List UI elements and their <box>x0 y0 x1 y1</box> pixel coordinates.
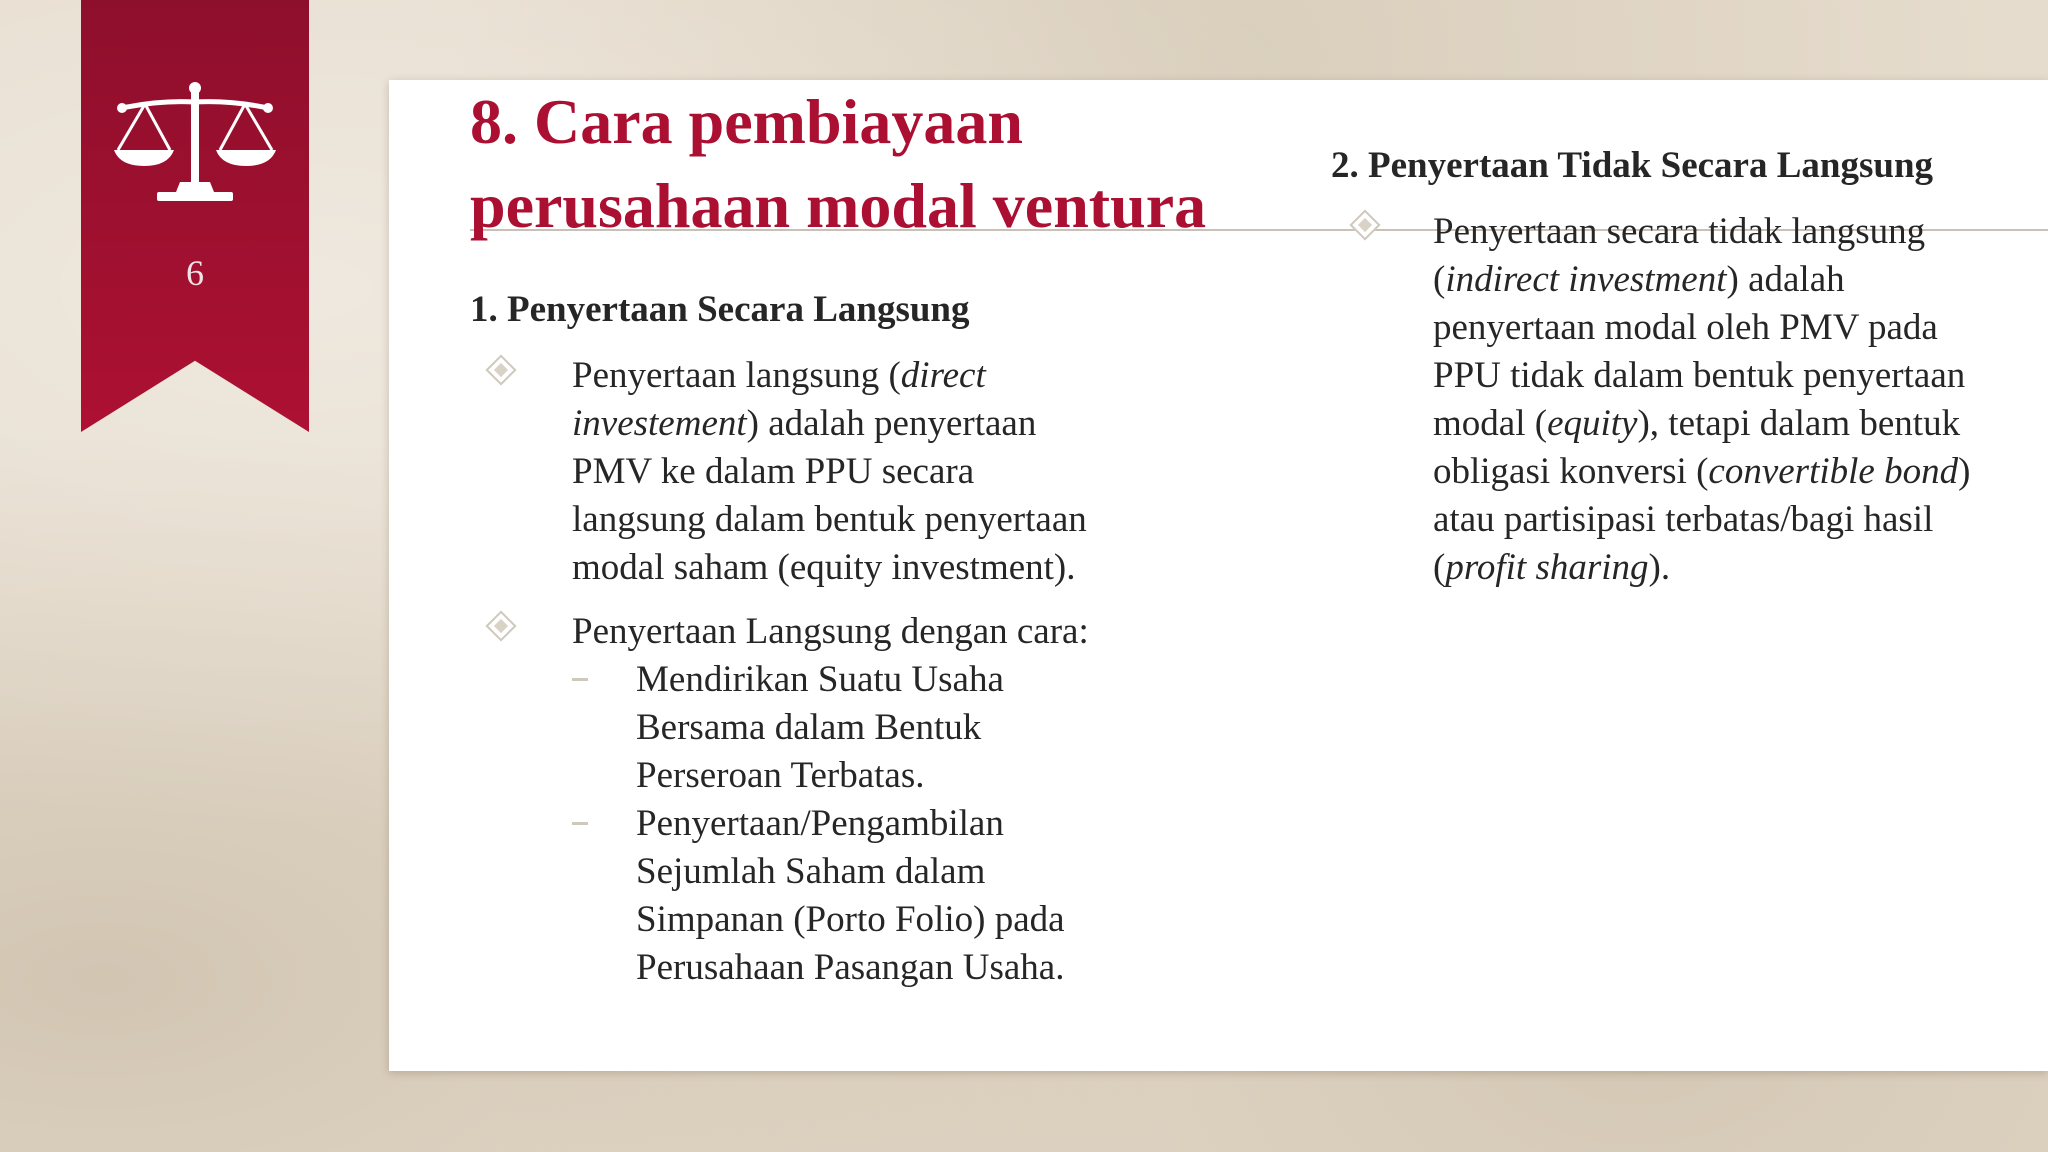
diamond-bullet-icon <box>1349 209 1380 240</box>
scales-of-justice-icon <box>110 78 280 208</box>
slide-number: 6 <box>186 253 204 293</box>
bullet-line: obligasi konversi (convertible bond) <box>1433 451 1971 492</box>
list-item <box>1354 208 2044 592</box>
left-bullet-list <box>490 352 1190 992</box>
bullet-line: investement) adalah penyertaan <box>572 403 1037 444</box>
sub-bullet-line: Mendirikan Suatu Usaha <box>636 659 1004 700</box>
dash-bullet-icon <box>572 678 588 681</box>
bullet-line: Penyertaan langsung (direct <box>572 355 986 396</box>
title-line-2: perusahaan modal ventura <box>470 170 1207 241</box>
sub-bullet-line: Simpanan (Porto Folio) pada <box>636 899 1065 940</box>
left-section-heading: 1. Penyertaan Secara Langsung <box>470 289 970 330</box>
title-line-1: 8. Cara pembiayaan <box>470 86 1023 157</box>
sub-bullet-line: Penyertaan/Pengambilan <box>636 803 1004 844</box>
sub-bullet-line: Perseroan Terbatas. <box>636 755 925 796</box>
sub-list-item <box>572 800 1190 992</box>
page-title <box>470 80 1330 248</box>
bullet-line: langsung dalam bentuk penyertaan <box>572 499 1087 540</box>
bullet-line: atau partisipasi terbatas/bagi hasil <box>1433 499 1934 540</box>
ribbon-banner <box>81 0 309 432</box>
bullet-line: modal (equity), tetapi dalam bentuk <box>1433 403 1961 444</box>
dash-bullet-icon <box>572 822 588 825</box>
sub-bullet-line: Sejumlah Saham dalam <box>636 851 986 892</box>
sub-list-item <box>572 656 1190 800</box>
right-bullet-list <box>1354 208 2044 592</box>
list-item <box>490 352 1190 592</box>
bullet-line: modal saham (equity investment). <box>572 547 1076 588</box>
sub-bullet-line: Perusahaan Pasangan Usaha. <box>636 947 1065 988</box>
bullet-line: (profit sharing). <box>1433 547 1671 588</box>
bullet-line: PPU tidak dalam bentuk penyertaan <box>1433 355 1966 396</box>
list-item <box>490 608 1190 992</box>
bullet-line: Penyertaan secara tidak langsung <box>1433 211 1926 252</box>
diamond-bullet-icon <box>485 354 516 385</box>
bullet-line: penyertaan modal oleh PMV pada <box>1433 307 1938 348</box>
bullet-line: (indirect investment) adalah <box>1433 259 1845 300</box>
sub-bullet-line: Bersama dalam Bentuk <box>636 707 982 748</box>
bullet-line: Penyertaan Langsung dengan cara: <box>572 611 1089 652</box>
right-section-heading: 2. Penyertaan Tidak Secara Langsung <box>1331 145 1934 186</box>
diamond-bullet-icon <box>485 610 516 641</box>
bullet-line: PMV ke dalam PPU secara <box>572 451 975 492</box>
